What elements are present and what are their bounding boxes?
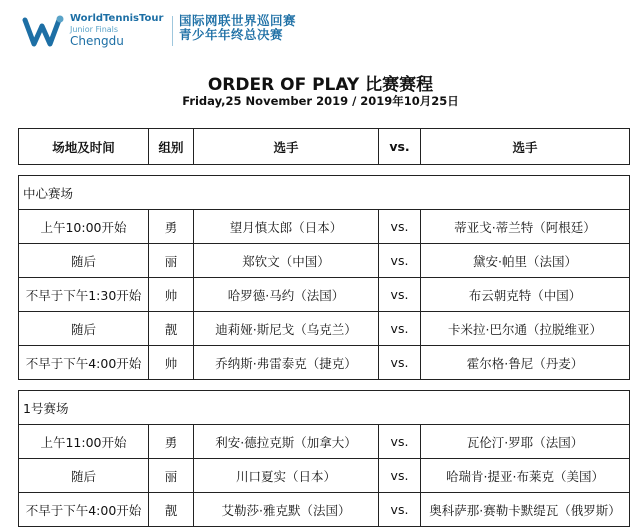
- player-2: 霍尔格·鲁尼（丹麦）: [421, 346, 630, 380]
- match-row: [19, 244, 630, 278]
- logo-cn-line2: 青少年年终总决赛: [179, 27, 284, 43]
- vs-label: vs.: [379, 278, 421, 312]
- header-group: 组别: [149, 129, 194, 165]
- player-1: 哈罗德·马约（法国）: [194, 278, 379, 312]
- match-time: 不早于下午4:00开始: [19, 346, 149, 380]
- match-group: 丽: [149, 459, 194, 493]
- logo-chinese-text: [179, 14, 296, 43]
- logo-en-line1: WorldTennisTour: [70, 13, 164, 24]
- header-player-1: 选手: [194, 129, 379, 165]
- player-1: 乔纳斯·弗雷泰克（捷克）: [194, 346, 379, 380]
- match-time: 随后: [19, 312, 149, 346]
- player-1: 川口夏实（日本）: [194, 459, 379, 493]
- player-2: 卡米拉·巴尔通（拉脱维亚）: [421, 312, 630, 346]
- court-name: 中心赛场: [19, 176, 630, 210]
- table-body: [19, 165, 630, 527]
- player-1: 利安·德拉克斯（加拿大）: [194, 425, 379, 459]
- match-group: 靓: [149, 312, 194, 346]
- match-time: 随后: [19, 244, 149, 278]
- vs-label: vs.: [379, 493, 421, 527]
- match-row: [19, 210, 630, 244]
- match-row: [19, 278, 630, 312]
- match-group: 帅: [149, 278, 194, 312]
- match-row: [19, 425, 630, 459]
- player-2: 黛安·帕里（法国）: [421, 244, 630, 278]
- court-row: [19, 176, 630, 210]
- match-time: 随后: [19, 459, 149, 493]
- order-of-play-table: [18, 128, 630, 527]
- vs-label: vs.: [379, 210, 421, 244]
- match-group: 勇: [149, 425, 194, 459]
- table-header-row: [19, 129, 630, 165]
- court-row: [19, 391, 630, 425]
- vs-label: vs.: [379, 459, 421, 493]
- player-1: 迪莉娅·斯尼戈（乌克兰）: [194, 312, 379, 346]
- player-1: 望月慎太郎（日本）: [194, 210, 379, 244]
- match-time: 上午11:00开始: [19, 425, 149, 459]
- player-2: 布云朝克特（中国）: [421, 278, 630, 312]
- player-1: 艾勒莎·雅克默（法国）: [194, 493, 379, 527]
- match-row: [19, 459, 630, 493]
- match-group: 丽: [149, 244, 194, 278]
- header-vs: vs.: [379, 129, 421, 165]
- match-group: 勇: [149, 210, 194, 244]
- header-player-2: 选手: [421, 129, 630, 165]
- page-title: ORDER OF PLAY 比赛赛程: [207, 75, 434, 95]
- vs-label: vs.: [379, 425, 421, 459]
- event-logo: [22, 12, 302, 52]
- player-2: 奥科萨那·赛勒卡默缇瓦（俄罗斯）: [421, 493, 630, 527]
- player-1: 郑钦文（中国）: [194, 244, 379, 278]
- vs-label: vs.: [379, 346, 421, 380]
- player-2: 瓦伦汀·罗耶（法国）: [421, 425, 630, 459]
- spacer-row: [19, 165, 630, 176]
- match-time: 不早于下午4:00开始: [19, 493, 149, 527]
- logo-divider: [172, 16, 173, 46]
- match-row: [19, 346, 630, 380]
- match-time: 不早于下午1:30开始: [19, 278, 149, 312]
- logo-en-line2: Junior Finals: [70, 25, 119, 34]
- wtt-logo-icon: [22, 14, 66, 48]
- player-2: 哈瑞肯·提亚·布莱克（美国）: [421, 459, 630, 493]
- vs-label: vs.: [379, 244, 421, 278]
- header-venue-time: 场地及时间: [19, 129, 149, 165]
- match-time: 上午10:00开始: [19, 210, 149, 244]
- vs-label: vs.: [379, 312, 421, 346]
- match-group: 帅: [149, 346, 194, 380]
- logo-en-line3: Chengdu: [70, 34, 124, 48]
- logo-english-text: [70, 14, 163, 47]
- court-name: 1号赛场: [19, 391, 630, 425]
- match-row: [19, 312, 630, 346]
- page-date: Friday,25 November 2019 / 2019年10月25日: [182, 94, 459, 108]
- player-2: 蒂亚戈·蒂兰特（阿根廷）: [421, 210, 630, 244]
- logo-cn-line1: 国际网联世界巡回赛: [179, 13, 297, 28]
- spacer-row: [19, 380, 630, 391]
- match-group: 靓: [149, 493, 194, 527]
- match-row: [19, 493, 630, 527]
